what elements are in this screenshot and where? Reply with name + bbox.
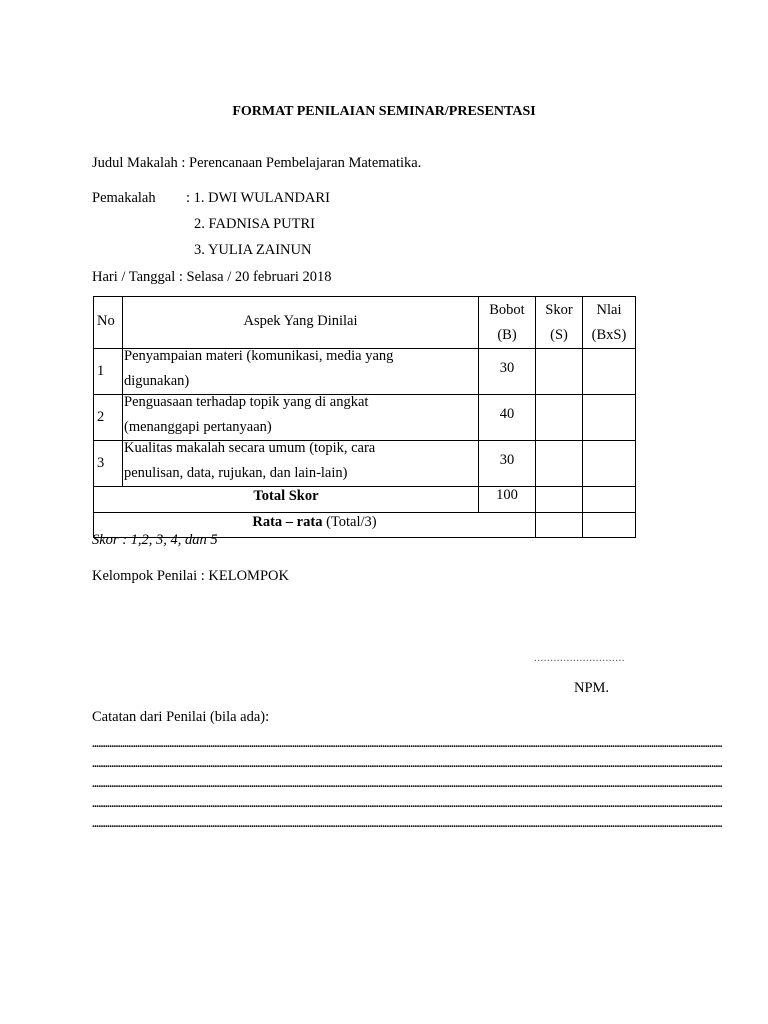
total-skor xyxy=(536,487,583,513)
assessment-table xyxy=(93,296,636,538)
note-line-3: ..................................................................................................................................................................................................................................................................................................... xyxy=(92,778,722,790)
table-row xyxy=(94,441,636,487)
row-skor xyxy=(536,349,583,395)
row-skor xyxy=(536,441,583,487)
note-line-1: ..................................................................................................................................................................................................................................................................................................... xyxy=(92,738,722,750)
header-nilai: Nlai (BxS) xyxy=(583,297,636,349)
row-nilai xyxy=(583,349,636,395)
table-row xyxy=(94,395,636,441)
row-skor xyxy=(536,395,583,441)
row-no: 1 xyxy=(94,349,123,395)
row-aspek: Kualitas makalah secara umum (topik, cara penulisan, data, rujukan, dan lain-lain) xyxy=(123,441,479,487)
pemakalah-label: Pemakalah xyxy=(92,190,156,206)
note-line-2: ..................................................................................................................................................................................................................................................................................................... xyxy=(92,758,722,770)
pemakalah-3: 3. YULIA ZAINUN xyxy=(194,242,312,258)
note-line-4: ..................................................................................................................................................................................................................................................................................................... xyxy=(92,798,722,810)
row-no: 3 xyxy=(94,441,123,487)
catatan-label: Catatan dari Penilai (bila ada): xyxy=(92,709,270,725)
note-line-5: ..................................................................................................................................................................................................................................................................................................... xyxy=(92,818,722,830)
row-no: 2 xyxy=(94,395,123,441)
total-nilai xyxy=(583,487,636,513)
row-bobot: 30 xyxy=(479,349,536,395)
hari-tanggal: Hari / Tanggal : Selasa / 20 februari 2018 xyxy=(92,269,332,285)
table-row xyxy=(94,349,636,395)
table-header-row xyxy=(94,297,636,349)
npm-label: NPM. xyxy=(574,680,610,696)
header-bobot: Bobot (B) xyxy=(479,297,536,349)
pemakalah-1: : 1. DWI WULANDARI xyxy=(186,190,330,206)
pemakalah-2: 2. FADNISA PUTRI xyxy=(194,216,315,232)
row-nilai xyxy=(583,441,636,487)
kelompok-penilai: Kelompok Penilai : KELOMPOK xyxy=(92,568,289,584)
average-skor xyxy=(536,513,583,538)
average-nilai xyxy=(583,513,636,538)
header-no: No xyxy=(94,297,123,349)
judul-makalah: Judul Makalah : Perencanaan Pembelajaran Matematika. xyxy=(92,155,422,171)
header-aspek: Aspek Yang Dinilai xyxy=(123,297,479,349)
row-nilai xyxy=(583,395,636,441)
average-label: Rata – rata (Total/3) xyxy=(94,513,536,538)
row-bobot: 40 xyxy=(479,395,536,441)
row-bobot: 30 xyxy=(479,441,536,487)
total-value: 100 xyxy=(479,487,536,513)
skor-note: Skor : 1,2, 3, 4, dan 5 xyxy=(92,532,218,548)
total-label: Total Skor xyxy=(94,487,479,513)
total-row xyxy=(94,487,636,513)
signature-line: ............................ xyxy=(534,652,625,664)
header-skor: Skor (S) xyxy=(536,297,583,349)
row-aspek: Penyampaian materi (komunikasi, media yang digunakan) xyxy=(123,349,479,395)
row-aspek: Penguasaan terhadap topik yang di angkat (menanggapi pertanyaan) xyxy=(123,395,479,441)
page-title: FORMAT PENILAIAN SEMINAR/PRESENTASI xyxy=(232,104,536,119)
